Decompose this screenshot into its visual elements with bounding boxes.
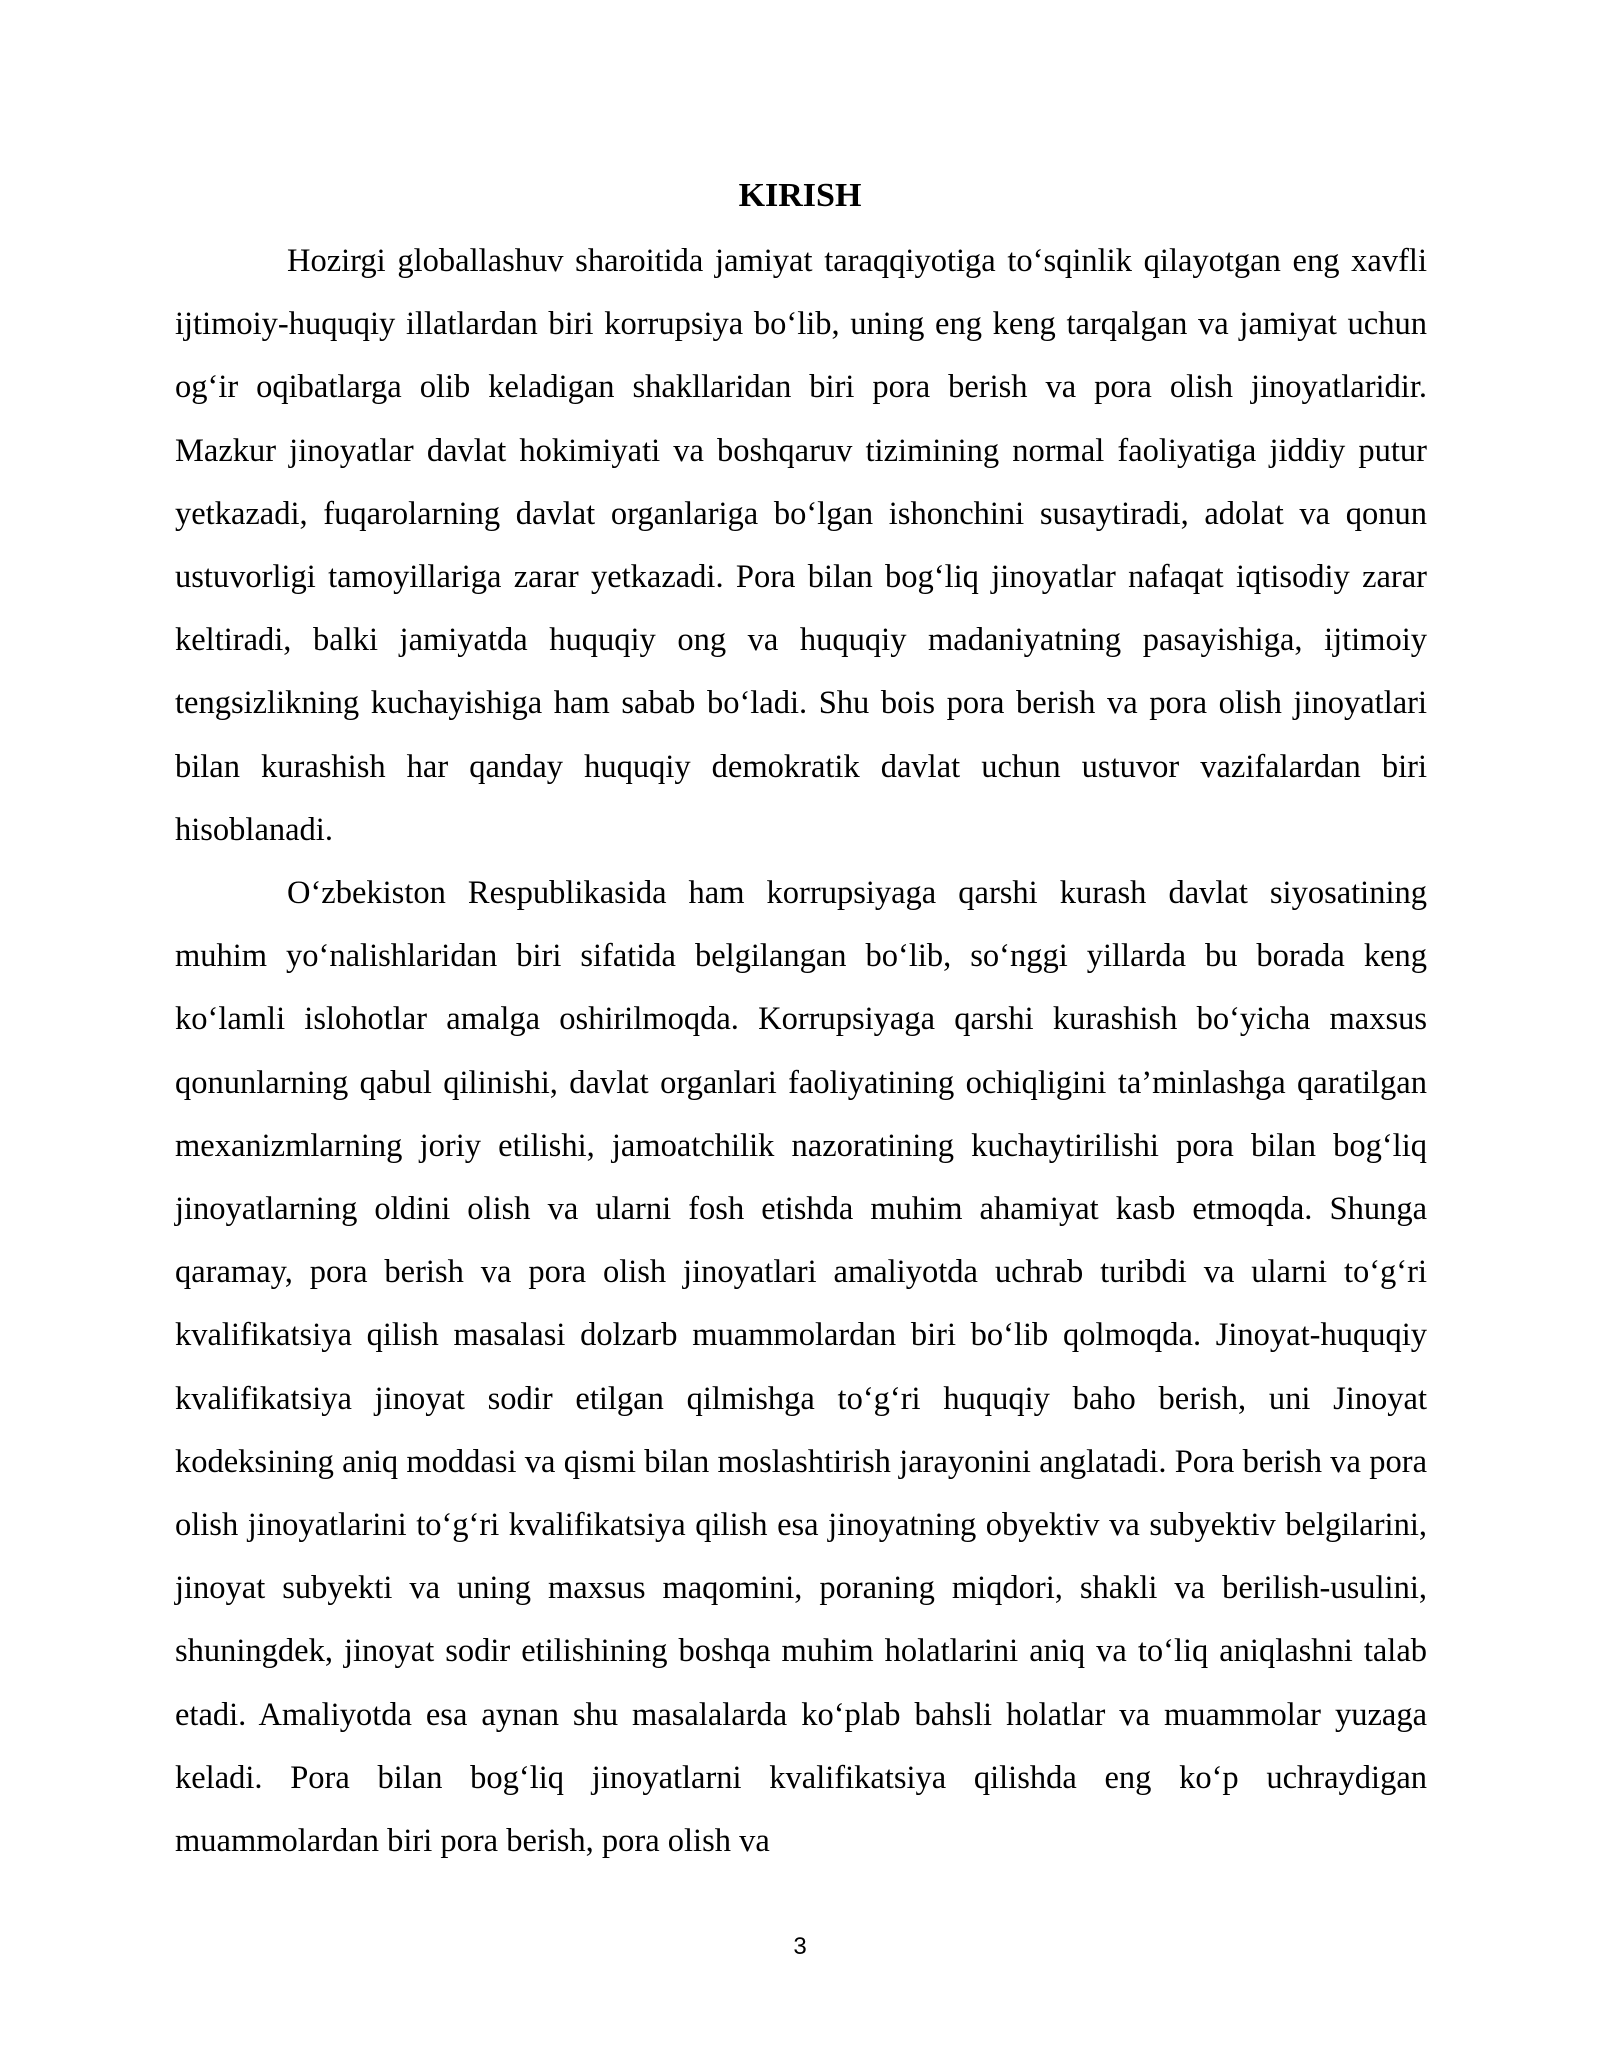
body-text [175, 230, 1427, 1873]
paragraph-2: O‘zbekiston Respublikasida ham korrupsiyaga qarshi kurash davlat siyosatining muhim yo‘nalishlaridan biri sifatida belgilangan bo‘lib, so‘nggi yillarda bu borada keng ko‘lamli islohotlar amalga oshirilmoqda. Korrupsiyaga qarshi kurashish bo‘yicha maxsus qonunlarning qabul qilinishi, davlat organlari faoliyatining ochiqligini ta’minlashga qaratilgan mexanizmlarning joriy etilishi, jamoatchilik nazoratining kuchaytirilishi pora bilan bog‘liq jinoyatlarning oldini olish va ularni fosh etishda muhim ahamiyat kasb etmoqda. Shunga qaramay, pora berish va pora olish jinoyatlari amaliyotda uchrab turibdi va ularni to‘g‘ri kvalifikatsiya qilish masalasi dolzarb muammolardan biri bo‘lib qolmoqda. Jinoyat-huquqiy kvalifikatsiya jinoyat sodir etilgan qilmishga to‘g‘ri huquqiy baho berish, uni Jinoyat kodeksining aniq moddasi va qismi bilan moslashtirish jarayonini anglatadi. Pora berish va pora olish jinoyatlarini to‘g‘ri kvalifikatsiya qilish esa jinoyatning obyektiv va subyektiv belgilarini, jinoyat subyekti va uning maxsus maqomini, poraning miqdori, shakli va berilish-usulini, shuningdek, jinoyat sodir etilishining boshqa muhim holatlarini aniq va to‘liq aniqlashni talab etadi. Amaliyotda esa aynan shu masalalarda ko‘plab bahsli holatlar va muammolar yuzaga keladi. Pora bilan bog‘liq jinoyatlarni kvalifikatsiya qilishda eng ko‘p uchraydigan muammolardan biri pora berish, pora olish va [175, 875, 1427, 1860]
section-heading: KIRISH [738, 177, 862, 214]
paragraph-1: Hozirgi globallashuv sharoitida jamiyat taraqqiyotiga to‘sqinlik qilayotgan eng xavfli ijtimoiy-huquqiy illatlardan biri korrupsiya bo‘lib, uning eng keng tarqalgan va jamiyat uchun og‘ir oqibatlarga olib keladigan shakllaridan biri pora berish va pora olish jinoyatlaridir. Mazkur jinoyatlar davlat hokimiyati va boshqaruv tizimining normal faoliyatiga jiddiy putur yetkazadi, fuqarolarning davlat organlariga bo‘lgan ishonchini susaytiradi, adolat va qonun ustuvorligi tamoyillariga zarar yetkazadi. Pora bilan bog‘liq jinoyatlar nafaqat iqtisodiy zarar keltiradi, balki jamiyatda huquqiy ong va huquqiy madaniyatning pasayishiga, ijtimoiy tengsizlikning kuchayishiga ham sabab bo‘ladi. Shu bois pora berish va pora olish jinoyatlari bilan kurashish har qanday huquqiy demokratik davlat uchun ustuvor vazifalardan biri hisoblanadi. [175, 243, 1427, 848]
page-number: 3 [793, 1933, 807, 1960]
